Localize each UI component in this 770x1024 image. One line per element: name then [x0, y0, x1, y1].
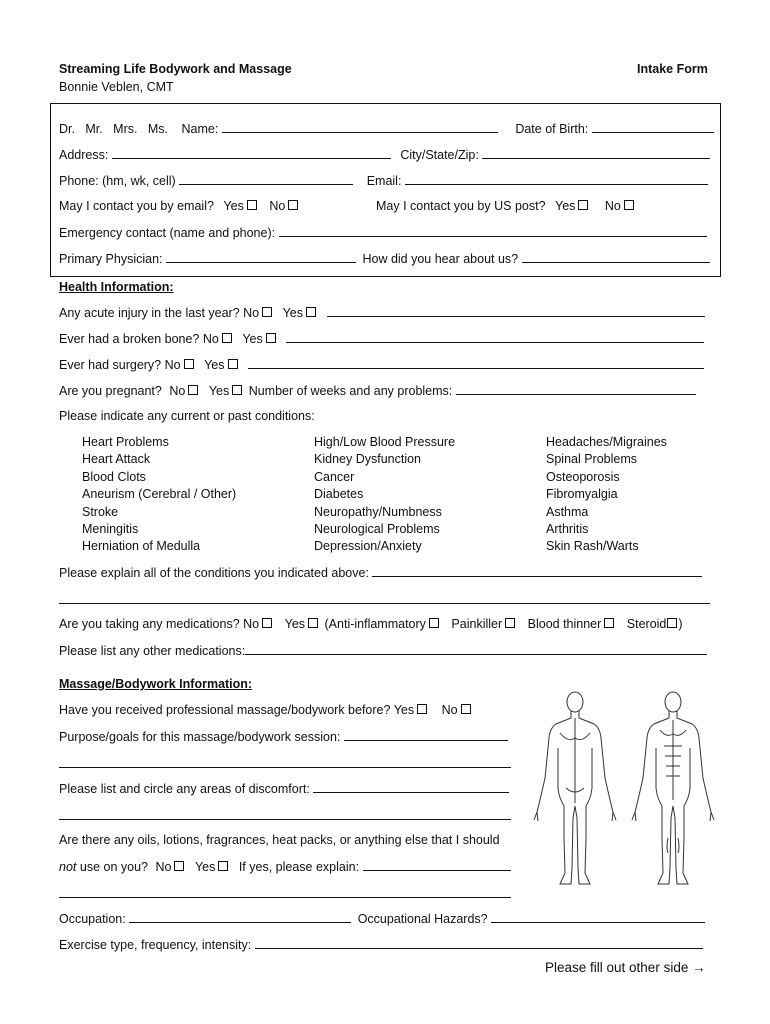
injury-row [59, 305, 705, 320]
post-contact-label: May I contact you by US post? [376, 199, 546, 213]
thinner-checkbox[interactable] [604, 618, 614, 628]
injury-yes-label: Yes [282, 306, 304, 320]
before-no-label: No [441, 703, 458, 717]
injury-field[interactable] [327, 305, 705, 317]
condition-item[interactable]: Skin Rash/Warts [546, 539, 639, 554]
pain-label: Painkiller [451, 617, 503, 631]
indicate-label: Please indicate any current or past conditions: [59, 409, 315, 423]
discomfort-field[interactable] [313, 781, 509, 793]
business-name: Streaming Life Bodywork and Massage [59, 62, 292, 76]
condition-item[interactable]: High/Low Blood Pressure [314, 435, 456, 449]
hazards-label: Occupational Hazards? [357, 912, 488, 926]
condition-item[interactable]: Heart Problems [82, 435, 169, 449]
email-yes-checkbox[interactable] [247, 200, 257, 210]
purpose-field-line-2[interactable] [59, 767, 511, 768]
emergency-field[interactable] [279, 225, 707, 237]
surgery-field[interactable] [248, 357, 704, 369]
form-title: Intake Form [637, 62, 708, 76]
dob-field[interactable] [592, 121, 714, 133]
email-contact-label: May I contact you by email? [59, 199, 214, 213]
hazards-field[interactable] [491, 911, 705, 923]
address-row [59, 147, 710, 162]
meds-no-label: No [243, 617, 260, 631]
explain-row [59, 565, 702, 580]
bone-field[interactable] [286, 331, 704, 343]
injury-label: Any acute injury in the last year? [59, 306, 240, 320]
email-field[interactable] [405, 173, 708, 185]
meds-yes-label: Yes [284, 617, 306, 631]
before-no-checkbox[interactable] [461, 704, 471, 714]
weeks-field[interactable] [456, 383, 696, 395]
condition-item[interactable]: Neurological Problems [314, 522, 440, 537]
condition-item[interactable]: Meningitis [82, 522, 139, 537]
other-meds-field[interactable] [245, 643, 707, 655]
pain-checkbox[interactable] [505, 618, 515, 628]
pregnant-no-label: No [169, 384, 186, 398]
pregnant-yes-checkbox[interactable] [232, 385, 242, 395]
oils-no-checkbox[interactable] [174, 861, 184, 871]
bone-no-checkbox[interactable] [222, 333, 232, 343]
name-label: Name: [181, 122, 219, 136]
meds-row [59, 617, 683, 631]
bone-no-label: No [202, 332, 219, 346]
conditions-col-1 [82, 434, 236, 556]
exercise-label: Exercise type, frequency, intensity: [59, 938, 252, 952]
post-no-label: No [604, 199, 621, 213]
post-no-checkbox[interactable] [624, 200, 634, 210]
title-options: Dr. Mr. Mrs. Ms. [59, 122, 169, 136]
surgery-yes-label: Yes [204, 358, 225, 372]
pregnant-label: Are you pregnant? [59, 384, 162, 398]
emergency-row [59, 225, 707, 240]
condition-item[interactable]: Diabetes [314, 487, 364, 502]
condition-item[interactable]: Heart Attack [82, 452, 151, 467]
email-no-checkbox[interactable] [288, 200, 298, 210]
before-row [59, 703, 472, 717]
explain-field[interactable] [372, 565, 702, 577]
physician-field[interactable] [166, 251, 356, 263]
conditions-col-3 [546, 434, 667, 556]
condition-item[interactable]: Depression/Anxiety [314, 539, 422, 554]
email-label: Email: [366, 174, 402, 188]
condition-item[interactable]: Aneurism (Cerebral / Other) [82, 487, 237, 502]
before-yes-checkbox[interactable] [417, 704, 427, 714]
anti-checkbox[interactable] [429, 618, 439, 628]
practitioner-name: Bonnie Veblen, CMT [59, 80, 174, 94]
not-emphasis: not [59, 860, 77, 874]
post-yes-label: Yes [555, 199, 576, 213]
weeks-label: Number of weeks and any problems: [248, 384, 453, 398]
condition-item[interactable]: Spinal Problems [546, 452, 638, 467]
phone-label: Phone: (hm, wk, cell) [59, 174, 176, 188]
pregnant-row [59, 383, 696, 398]
email-no-label: No [269, 199, 286, 213]
other-meds-label: Please list any other medications: [59, 644, 246, 658]
discomfort-field-line-2[interactable] [59, 819, 511, 820]
condition-item[interactable]: Fibromyalgia [546, 487, 618, 502]
physician-row [59, 251, 710, 266]
email-contact-row [59, 199, 299, 213]
discomfort-row [59, 781, 509, 796]
thinner-label: Blood thinner [527, 617, 602, 631]
meds-yes-checkbox[interactable] [308, 618, 318, 628]
post-yes-checkbox[interactable] [578, 200, 588, 210]
massage-heading: Massage/Bodywork Information: [59, 677, 253, 691]
oils-question: Are there any oils, lotions, fragrances, heat packs, or anything else that I should [59, 833, 500, 847]
occupation-label: Occupation: [59, 912, 126, 926]
use-on-you-label: use on you? [79, 860, 148, 874]
name-field[interactable] [222, 121, 498, 133]
condition-item[interactable]: Herniation of Medulla [82, 539, 201, 554]
condition-item[interactable]: Arthritis [546, 522, 589, 537]
explain-field-line-2[interactable] [59, 603, 710, 604]
health-heading: Health Information: [59, 280, 174, 294]
city-field[interactable] [482, 147, 710, 159]
body-diagram-icon[interactable] [528, 688, 728, 888]
oils-yes-checkbox[interactable] [218, 861, 228, 871]
surgery-label: Ever had surgery? [59, 358, 162, 372]
surgery-no-checkbox[interactable] [184, 359, 194, 369]
bone-yes-label: Yes [242, 332, 263, 346]
surgery-no-label: No [164, 358, 181, 372]
steroid-label: Steroid [626, 617, 667, 631]
hear-field[interactable] [522, 251, 710, 263]
exercise-row [59, 937, 703, 952]
post-contact-row [376, 199, 635, 213]
before-label: Have you received professional massage/bodywork before? [59, 703, 391, 717]
oils-explain-field[interactable] [363, 859, 511, 871]
phone-row [59, 173, 708, 188]
condition-item[interactable]: Neuropathy/Numbness [314, 504, 442, 519]
injury-yes-checkbox[interactable] [306, 307, 316, 317]
discomfort-label: Please list and circle any areas of discomfort: [59, 782, 310, 796]
bone-yes-checkbox[interactable] [266, 333, 276, 343]
injury-no-checkbox[interactable] [262, 307, 272, 317]
name-row [59, 121, 714, 136]
address-label: Address: [59, 148, 109, 162]
pregnant-no-checkbox[interactable] [188, 385, 198, 395]
anti-label: (Anti-inflammatory [324, 617, 426, 631]
purpose-label: Purpose/goals for this massage/bodywork session: [59, 730, 341, 744]
occupation-row [59, 911, 705, 926]
condition-item[interactable]: Asthma [546, 504, 589, 519]
dob-label: Date of Birth: [515, 122, 589, 136]
pregnant-yes-label: Yes [208, 384, 230, 398]
condition-item[interactable]: Osteoporosis [546, 469, 620, 484]
conditions-col-2 [314, 434, 455, 556]
steroid-checkbox[interactable] [667, 618, 677, 628]
other-meds-row [59, 643, 707, 658]
city-label: City/State/Zip: [400, 148, 479, 162]
oils-no-label: No [155, 860, 172, 874]
purpose-row [59, 729, 508, 744]
bone-row [59, 331, 704, 346]
condition-item[interactable]: Kidney Dysfunction [314, 452, 422, 467]
condition-item[interactable]: Stroke [82, 504, 119, 519]
occupation-field[interactable] [129, 911, 351, 923]
explain-label: Please explain all of the conditions you indicated above: [59, 566, 369, 580]
meds-no-checkbox[interactable] [262, 618, 272, 628]
purpose-field[interactable] [344, 729, 508, 741]
other-side-note: Please fill out other side → [545, 960, 706, 975]
before-yes-label: Yes [393, 703, 415, 717]
oils-explain-line-2[interactable] [59, 897, 511, 898]
condition-item[interactable]: Blood Clots [82, 469, 146, 484]
oils-yes-label: Yes [194, 860, 216, 874]
physician-label: Primary Physician: [59, 252, 163, 266]
hear-label: How did you hear about us? [362, 252, 519, 266]
surgery-yes-checkbox[interactable] [228, 359, 238, 369]
injury-no-label: No [243, 306, 260, 320]
oils-row [59, 859, 511, 874]
condition-item[interactable]: Headaches/Migraines [546, 435, 667, 449]
exercise-field[interactable] [255, 937, 703, 949]
meds-label: Are you taking any medications? [59, 617, 240, 631]
oils-explain-label: If yes, please explain: [238, 860, 360, 874]
emergency-label: Emergency contact (name and phone): [59, 226, 276, 240]
phone-field[interactable] [179, 173, 353, 185]
bone-label: Ever had a broken bone? [59, 332, 200, 346]
email-yes-label: Yes [223, 199, 244, 213]
close-paren: ) [678, 617, 683, 631]
condition-item[interactable]: Cancer [314, 469, 355, 484]
surgery-row [59, 357, 704, 372]
address-field[interactable] [112, 147, 391, 159]
